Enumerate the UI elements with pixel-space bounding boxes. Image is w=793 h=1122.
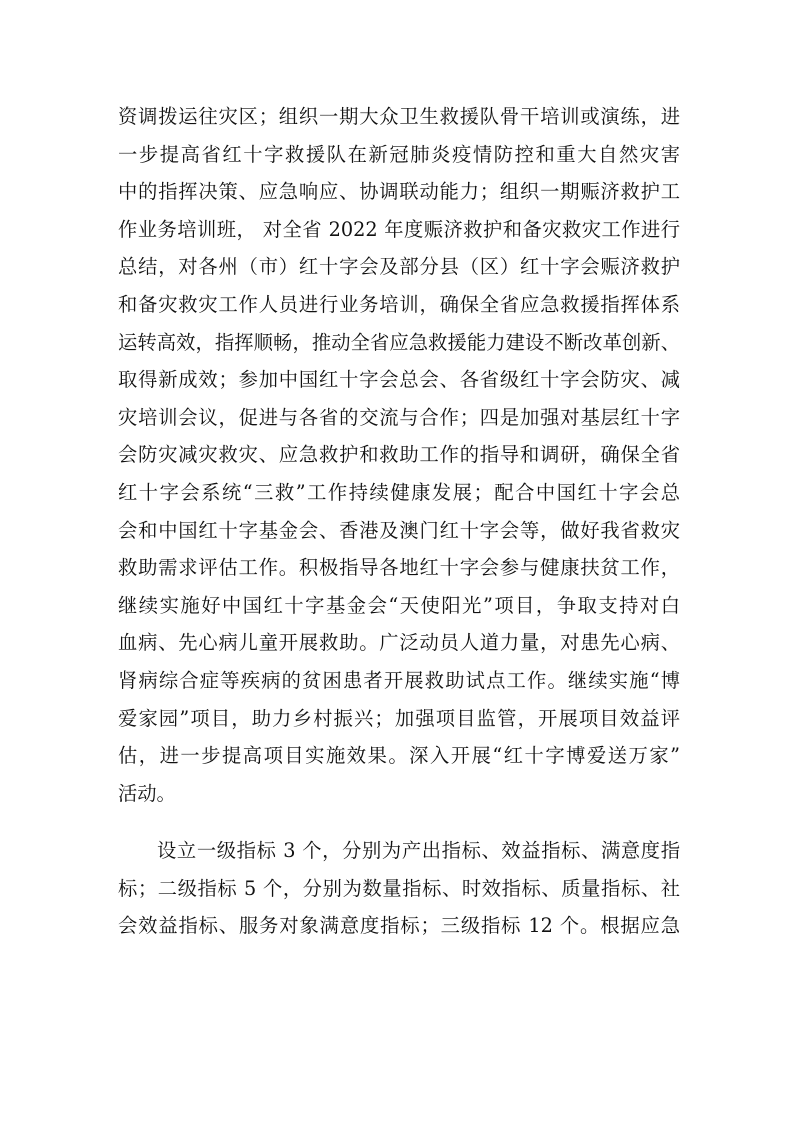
- text-line: 标；二级指标 5 个，分别为数量指标、时效指标、质量指标、社: [118, 876, 680, 900]
- text-line: 血病、先心病儿童开展救助。广泛动员人道力量，对患先心病、: [118, 631, 680, 655]
- text-line: 灾培训会议，促进与各省的交流与合作；四是加强对基层红十字: [118, 405, 680, 429]
- text-line: 继续实施好中国红十字基金会“天使阳光”项目，争取支持对白: [118, 593, 680, 617]
- text-line: 会效益指标、服务对象满意度指标；三级指标 12 个。根据应急: [118, 914, 680, 938]
- text-line: 资调拨运往灾区；组织一期大众卫生救援队骨干培训或演练，进: [118, 105, 680, 128]
- text-line: 爱家园”项目，助力乡村振兴；加强项目监管，开展项目效益评: [118, 706, 680, 730]
- paragraph-2: [118, 832, 680, 945]
- text-line: 会防灾减灾救灾、应急救护和救助工作的指导和调研，确保全省: [118, 443, 680, 467]
- text-line: 活动。: [118, 781, 176, 805]
- paragraph-gap: [118, 812, 680, 832]
- text-line: 和备灾救灾工作人员进行业务培训，确保全省应急救援指挥体系: [118, 292, 680, 316]
- text-line: 总结，对各州（市）红十字会及部分县（区）红十字会赈济救护: [118, 255, 680, 279]
- text-line: 作业务培训班， 对全省 2022 年度赈济救护和备灾救灾工作进行: [118, 217, 680, 241]
- text-line: 肾病综合症等疾病的贫困患者开展救助试点工作。继续实施“博: [118, 668, 680, 692]
- text-line: 一步提高省红十字救援队在新冠肺炎疫情防控和重大自然灾害: [118, 142, 680, 166]
- text-line: 估，进一步提高项目实施效果。深入开展“红十字博爱送万家”: [118, 744, 680, 768]
- text-line: 取得新成效；参加中国红十字会总会、各省级红十字会防灾、减: [118, 368, 680, 392]
- text-line: 救助需求评估工作。积极指导各地红十字会参与健康扶贫工作，: [118, 556, 680, 580]
- text-line: 运转高效，指挥顺畅，推动全省应急救援能力建设不断改革创新、: [118, 330, 680, 354]
- text-line: 红十字会系统“三救”工作持续健康发展；配合中国红十字会总: [118, 480, 680, 504]
- text-line: 设立一级指标 3 个，分别为产出指标、效益指标、满意度指: [157, 839, 680, 863]
- body-text: [118, 98, 680, 945]
- text-line: 会和中国红十字基金会、香港及澳门红十字会等，做好我省救灾: [118, 518, 680, 542]
- text-line: 中的指挥决策、应急响应、协调联动能力；组织一期赈济救护工: [118, 180, 680, 204]
- paragraph-1: [118, 98, 680, 812]
